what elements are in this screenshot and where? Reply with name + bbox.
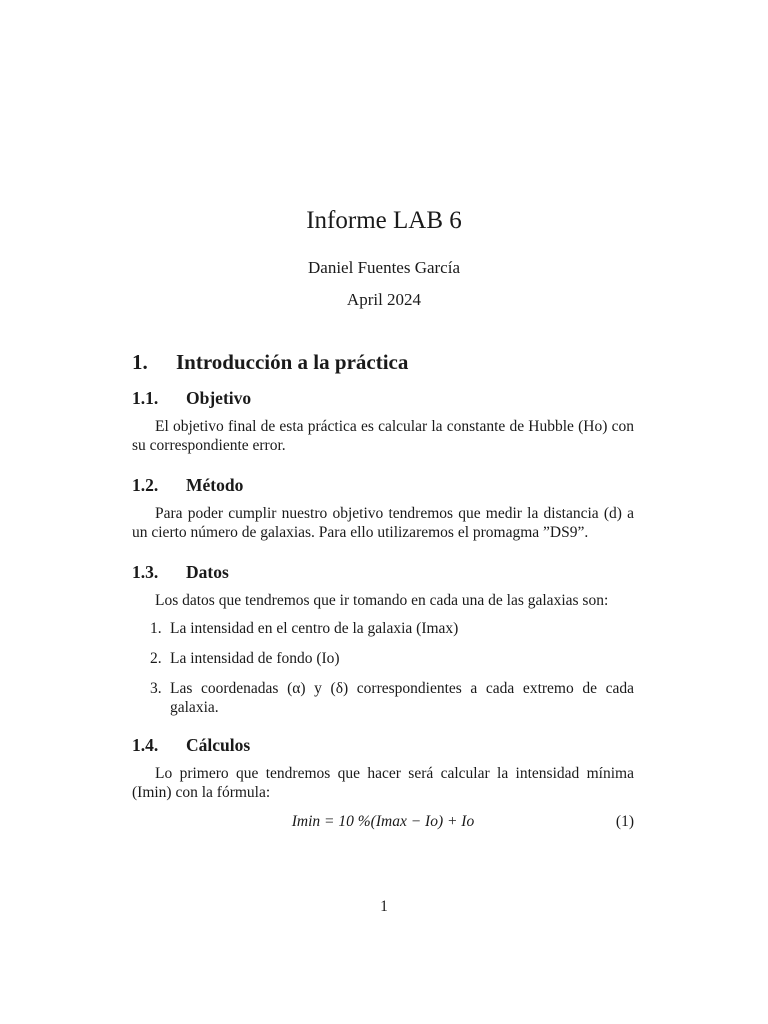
subsection-number: 1.4. — [132, 735, 159, 755]
subsection-title: Datos — [186, 562, 229, 582]
subsection-number: 1.3. — [132, 562, 159, 582]
subsection-heading-calculos — [132, 733, 250, 757]
data-list — [132, 619, 634, 728]
equation-number: (1) — [615, 813, 634, 830]
section-heading — [132, 348, 408, 376]
subsection-number: 1.1. — [132, 388, 159, 408]
list-item — [132, 649, 634, 668]
subsection-heading-objetivo — [132, 386, 251, 410]
paragraph-datos: Los datos que tendremos que ir tomando en cada una de las galaxias son: — [155, 592, 609, 609]
document-date: April 2024 — [346, 290, 422, 309]
list-item — [132, 679, 634, 717]
document-author: Daniel Fuentes García — [308, 258, 460, 277]
list-item-text: La intensidad de fondo (Io) — [170, 650, 340, 667]
list-item-text: La intensidad en el centro de la galaxia (Imax) — [170, 620, 459, 637]
subsection-title: Método — [186, 475, 244, 495]
list-marker: 2. — [150, 650, 162, 667]
subsection-heading-metodo — [132, 473, 243, 497]
paragraph-objetivo: El objetivo final de esta práctica es calcular la constante de Hubble (Ho) con su correspondiente error. — [132, 418, 634, 454]
subsection-heading-datos — [132, 560, 229, 584]
list-item-text: Las coordenadas (α) y (δ) correspondientes a cada extremo de cada galaxia. — [170, 680, 634, 716]
subsection-title: Objetivo — [186, 388, 252, 408]
section-title: Introducción a la práctica — [176, 350, 409, 374]
subsection-title: Cálculos — [186, 735, 251, 755]
section-number: 1. — [132, 350, 148, 374]
paragraph-calculos: Lo primero que tendremos que hacer será calcular la intensidad mínima (Imin) con la fórmula: — [132, 765, 634, 801]
subsection-number: 1.2. — [132, 475, 159, 495]
list-marker: 3. — [150, 680, 162, 697]
paragraph-metodo: Para poder cumplir nuestro objetivo tendremos que medir la distancia (d) a un cierto número de galaxias. Para ello utilizaremos el promagma ”DS9”. — [132, 505, 634, 541]
document-title: Informe LAB 6 — [306, 207, 462, 234]
list-item — [132, 619, 634, 638]
page-number: 1 — [380, 898, 388, 915]
list-marker: 1. — [150, 620, 162, 637]
equation-expression: Imin = 10 %(Imax − Io) + Io — [291, 813, 475, 830]
equation — [132, 812, 634, 831]
